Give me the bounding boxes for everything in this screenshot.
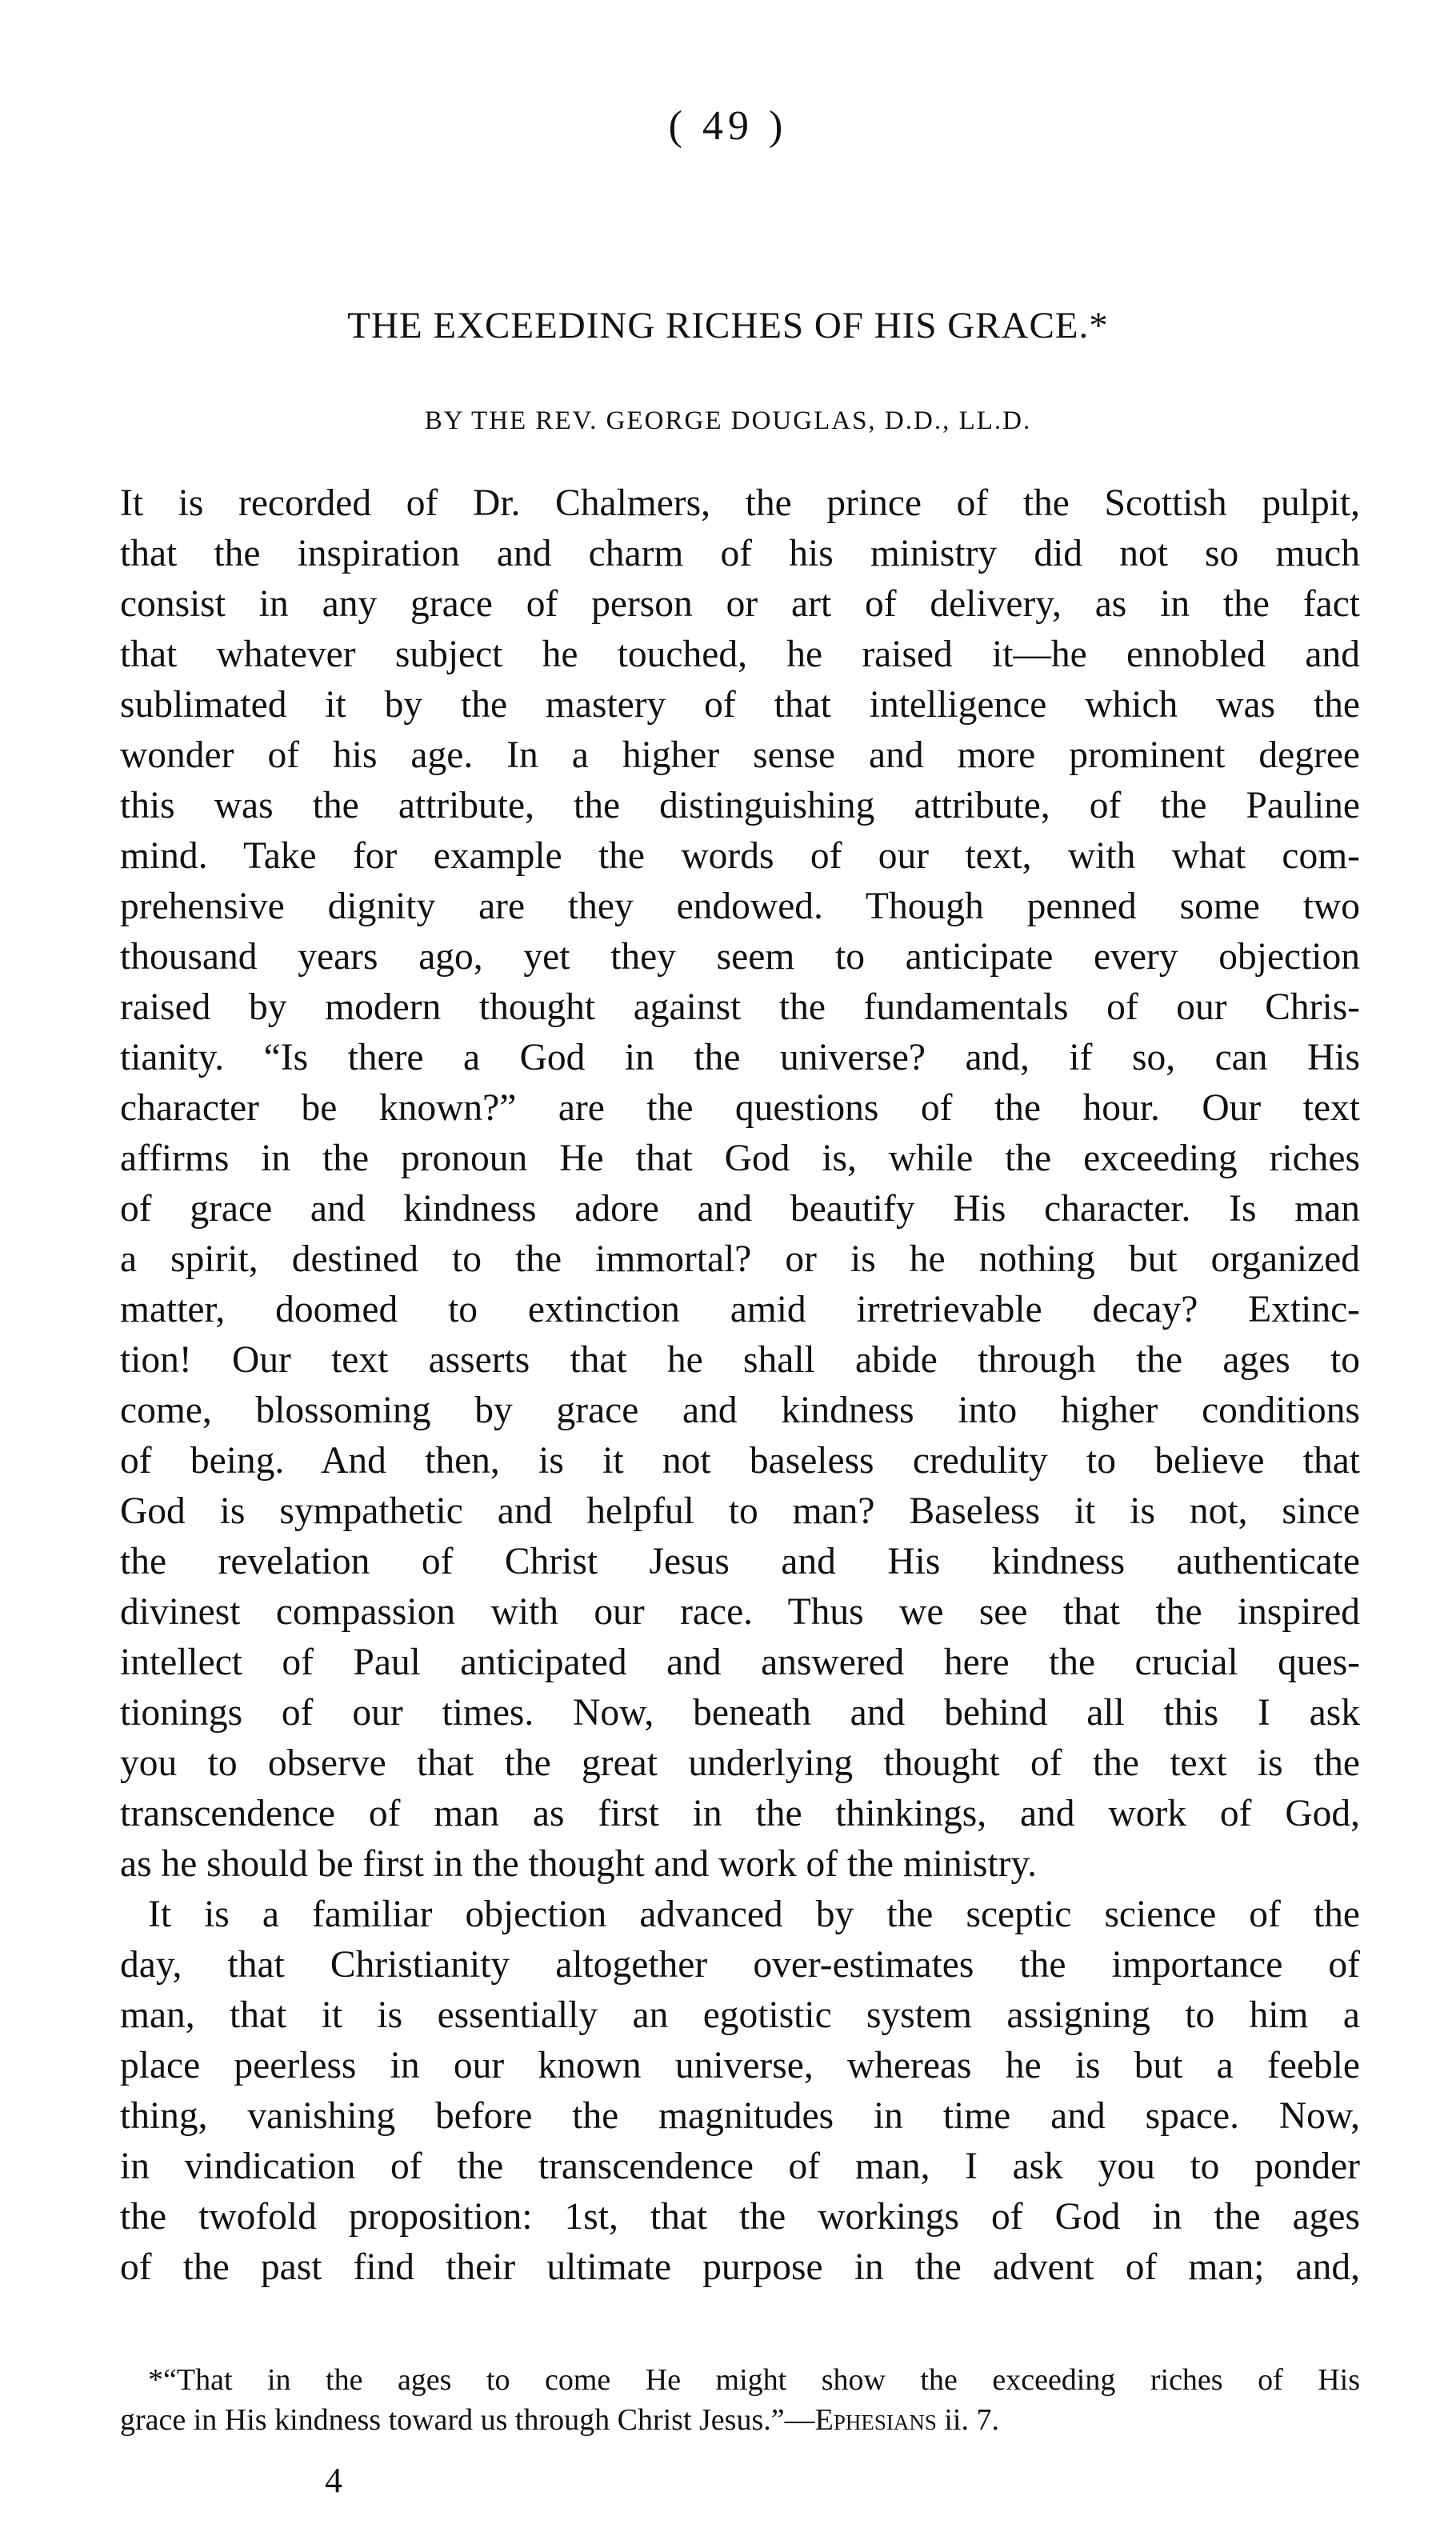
body-line: that whatever subject he touched, he raised it—he ennobled and — [120, 634, 1360, 675]
footnote-text: grace in His kindness toward us through Christ Jesus.”— — [120, 2403, 815, 2437]
footnote-reference-verse: ii. 7. — [936, 2403, 999, 2437]
body-line: man, that it is essentially an egotistic system assigning to him a — [120, 1994, 1360, 2036]
body-line: in vindication of the transcendence of man, I ask you to ponder — [120, 2146, 1360, 2187]
body-line: tion! Our text asserts that he shall abide through the ages to — [120, 1339, 1360, 1381]
body-line: consist in any grace of person or art of delivery, as in the fact — [120, 583, 1360, 625]
article-byline: BY THE REV. GEORGE DOUGLAS, D.D., LL.D. — [424, 406, 1032, 435]
body-line: place peerless in our known universe, whereas he is but a feeble — [120, 2045, 1360, 2086]
body-line: day, that Christianity altogether over-estimates the importance of — [120, 1944, 1360, 1986]
footnote-line: *“That in the ages to come He might show the exceeding riches of His — [148, 2363, 1360, 2397]
page-number: ( 49 ) — [668, 103, 788, 149]
body-line: the twofold proposition: 1st, that the workings of God in the ages — [120, 2196, 1360, 2238]
body-line: tionings of our times. Now, beneath and behind all this I ask — [120, 1692, 1360, 1734]
body-line: God is sympathetic and helpful to man? Baseless it is not, since — [120, 1490, 1360, 1532]
body-line: thing, vanishing before the magnitudes in time and space. Now, — [120, 2095, 1360, 2137]
body-line: come, blossoming by grace and kindness into higher conditions — [120, 1390, 1360, 1431]
body-line: It is a familiar objection advanced by the sceptic science of the — [148, 1894, 1360, 1935]
body-line: character be known?” are the questions of the hour. Our text — [120, 1087, 1360, 1129]
body-line: It is recorded of Dr. Chalmers, the prince of the Scottish pulpit, — [120, 482, 1360, 524]
body-line: thousand years ago, yet they seem to anticipate every objection — [120, 936, 1360, 978]
body-line: transcendence of man as first in the thinkings, and work of God, — [120, 1793, 1360, 1834]
body-line: this was the attribute, the distinguishing attribute, of the Pauline — [120, 785, 1360, 826]
body-line: raised by modern thought against the fundamentals of our Chris- — [120, 986, 1360, 1028]
body-line: wonder of his age. In a higher sense and more prominent degree — [120, 734, 1360, 776]
footnote-reference: Ephesians — [814, 2403, 937, 2437]
body-line: of the past find their ultimate purpose in the advent of man; and, — [120, 2246, 1360, 2288]
body-line: tianity. “Is there a God in the universe? and, if so, can His — [120, 1037, 1360, 1078]
body-line: a spirit, destined to the immortal? or is he nothing but organized — [120, 1238, 1360, 1280]
body-line: intellect of Paul anticipated and answered here the crucial ques- — [120, 1642, 1360, 1683]
body-line: affirms in the pronoun He that God is, while the exceeding riches — [120, 1138, 1360, 1179]
article-title: THE EXCEEDING RICHES OF HIS GRACE.* — [347, 305, 1109, 346]
body-line: of being. And then, is it not baseless credulity to believe that — [120, 1440, 1360, 1482]
signature-mark: 4 — [325, 2461, 342, 2500]
body-line: matter, doomed to extinction amid irretrievable decay? Extinc- — [120, 1289, 1360, 1330]
body-line: sublimated it by the mastery of that intelligence which was the — [120, 684, 1360, 726]
body-line: divinest compassion with our race. Thus we see that the inspired — [120, 1591, 1360, 1633]
body-line: mind. Take for example the words of our text, with what com- — [120, 835, 1360, 877]
body-line: prehensive dignity are they endowed. Though penned some two — [120, 886, 1360, 927]
body-line: of grace and kindness adore and beautify His character. Is man — [120, 1188, 1360, 1230]
footnote-line — [120, 2400, 1336, 2440]
body-line: as he should be first in the thought and work of the ministry. — [120, 1843, 1037, 1885]
body-line: you to observe that the great underlying thought of the text is the — [120, 1742, 1360, 1784]
body-line: the revelation of Christ Jesus and His kindness authenticate — [120, 1541, 1360, 1582]
body-line: that the inspiration and charm of his ministry did not so much — [120, 533, 1360, 574]
